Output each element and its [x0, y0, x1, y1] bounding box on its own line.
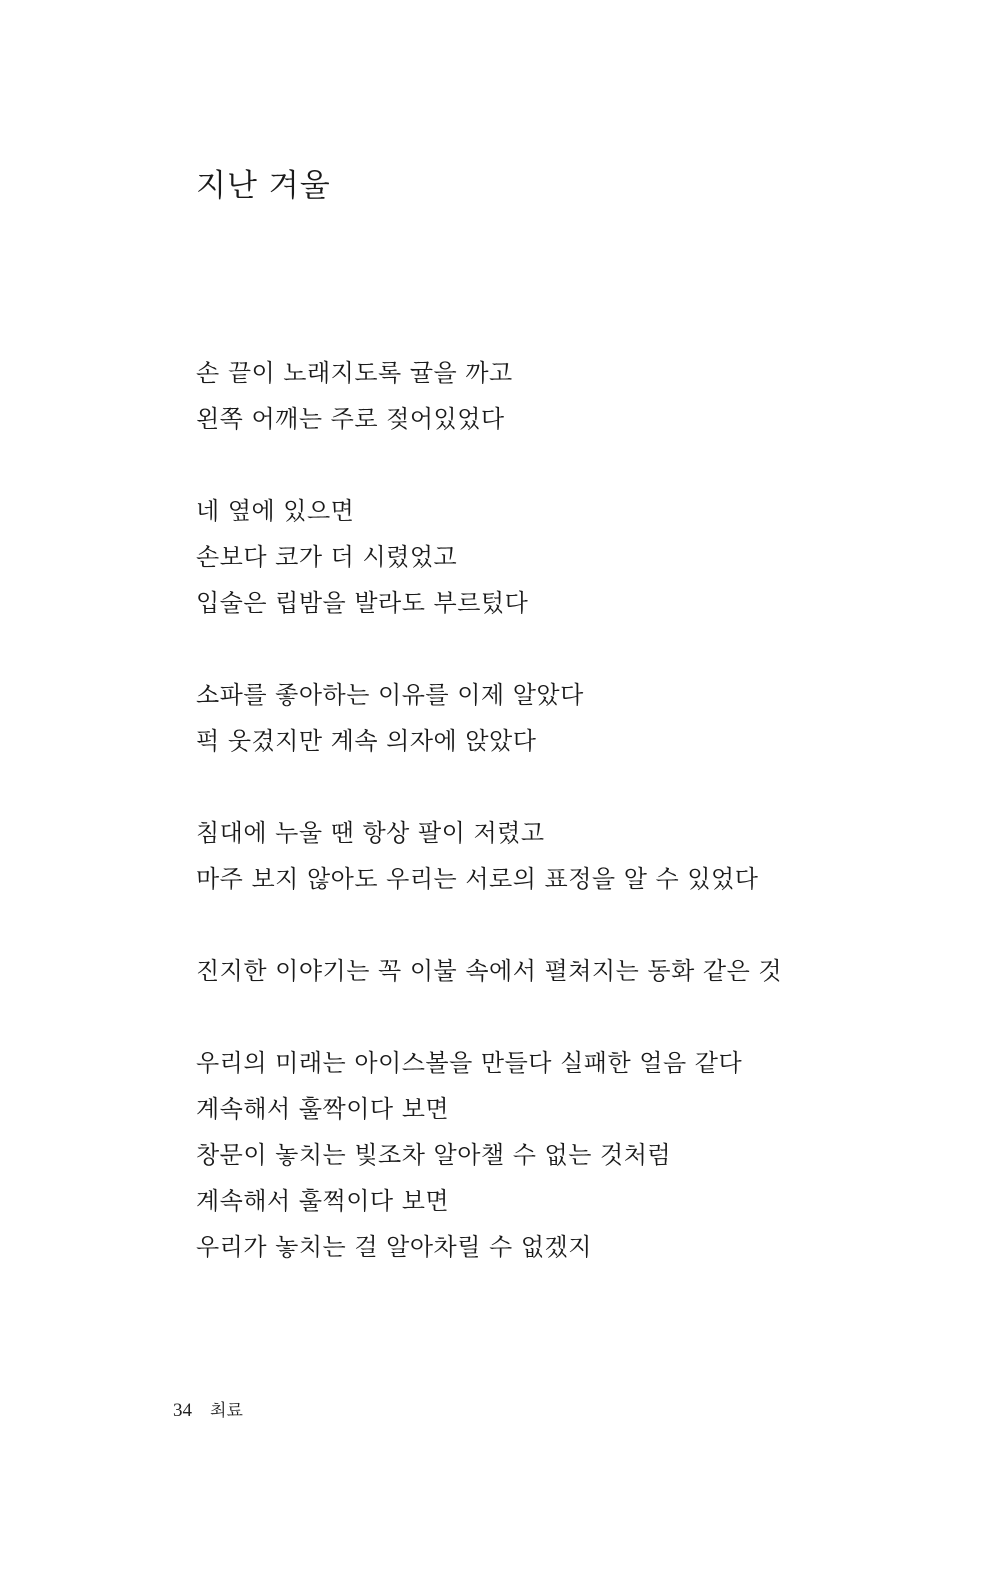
poem-line: 왼쪽 어깨는 주로 젖어있었다: [196, 405, 505, 433]
page-number: 34: [173, 1400, 192, 1421]
page-footer: [173, 1398, 243, 1423]
poem-line: 침대에 누울 땐 항상 팔이 저렸고: [196, 819, 545, 847]
running-title: 최료: [210, 1401, 243, 1421]
stanza-1: [196, 350, 896, 442]
poem-line: 진지한 이야기는 꼭 이불 속에서 펼쳐지는 동화 같은 것: [196, 957, 783, 985]
poem-line: 우리가 놓치는 걸 알아차릴 수 없겠지: [196, 1233, 592, 1261]
poem-title: 지난 겨울: [196, 168, 331, 204]
poem-line: 계속해서 훌쩍이다 보면: [196, 1187, 450, 1215]
poem-line: 퍽 웃겼지만 계속 의자에 앉았다: [196, 727, 537, 755]
poem-line: 손보다 코가 더 시렸었고: [196, 543, 458, 571]
stanza-3: [196, 672, 896, 764]
poem-line: 우리의 미래는 아이스볼을 만들다 실패한 얼음 같다: [196, 1049, 743, 1077]
stanza-2: [196, 488, 896, 626]
stanza-gap: [196, 626, 896, 672]
poem-line: 입술은 립밤을 발라도 부르텄다: [196, 589, 529, 617]
stanza-gap: [196, 902, 896, 948]
stanza-gap: [196, 994, 896, 1040]
poem-line: 계속해서 훌짝이다 보면: [196, 1095, 450, 1123]
poem-line: 손 끝이 노래지도록 귤을 까고: [196, 359, 513, 387]
stanza-gap: [196, 442, 896, 488]
stanza-5: [196, 948, 896, 994]
poem-line: 마주 보지 않아도 우리는 서로의 표정을 알 수 있었다: [196, 865, 759, 893]
stanza-4: [196, 810, 896, 902]
stanza-gap: [196, 764, 896, 810]
stanza-6: [196, 1040, 896, 1270]
poem-line: 창문이 놓치는 빛조차 알아챌 수 없는 것처럼: [196, 1141, 672, 1169]
poem-line: 소파를 좋아하는 이유를 이제 알았다: [196, 681, 584, 709]
poem-body: [196, 350, 896, 1270]
poem-line: 네 옆에 있으면: [196, 497, 355, 525]
